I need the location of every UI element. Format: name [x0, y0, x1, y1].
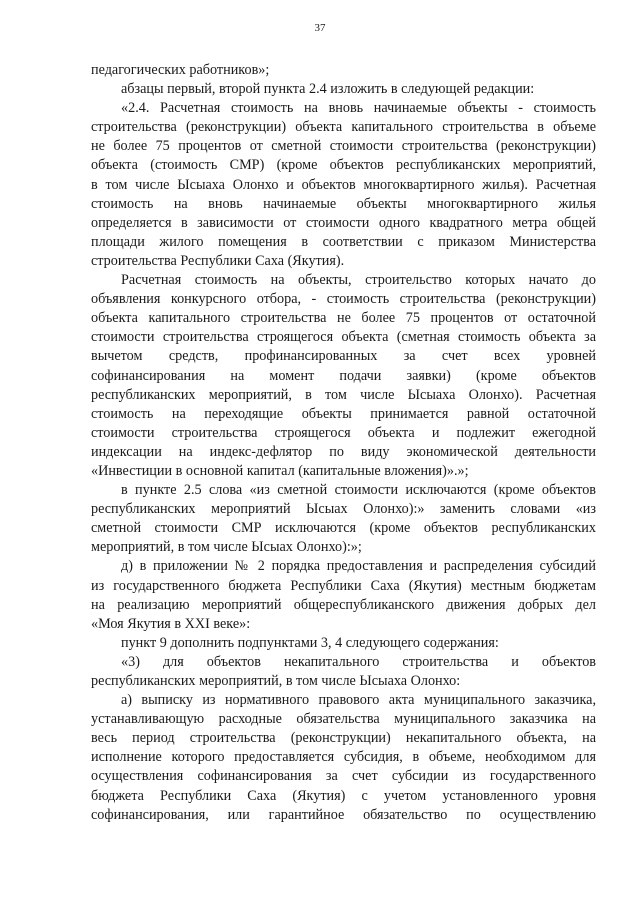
text-line: «Моя Якутия в XXI веке»: — [91, 615, 251, 632]
text-line: вычетом средств, профинансированных за счет всех уровней — [91, 348, 596, 365]
text-line: из государственного бюджета Республики Саха (Якутия) местным бюджетам — [91, 577, 596, 594]
text-line: площади жилого помещения в соответствии с приказом Министерства — [91, 233, 596, 250]
text-line: строительства (реконструкции) объекта капитального строительства в объеме — [91, 119, 596, 136]
text-line: республиканских мероприятий, в том числе Ысыаха Олонхо: — [91, 673, 461, 689]
text-line: абзацы первый, второй пункта 2.4 изложить в следующей редакции: — [121, 81, 535, 98]
text-line: стоимость на переходящие объекты принимается равной остаточной — [91, 405, 596, 422]
text-line: стоимость на вновь начинаемые объекты многоквартирного жилья — [91, 195, 596, 212]
text-line: на реализацию мероприятий общереспубликанского движения добрых дел — [91, 596, 596, 613]
text-line: мероприятий, в том числе Ысыах Олонхо):»; — [91, 539, 362, 556]
text-line: бюджета Республики Саха (Якутия) с учетом установленного уровня — [91, 787, 596, 804]
text-line: сметной стоимости СМР исключаются (кроме объектов республиканских — [91, 520, 596, 537]
text-line: осуществления софинансирования за счет субсидии из государственного — [91, 768, 596, 785]
text-line: «Инвестиции в основной капитал (капитальные вложения)».»; — [91, 462, 469, 479]
text-line: устанавливающую расходные обязательства муниципального заказчика на — [91, 711, 596, 728]
text-line: в том числе Ысыаха Олонхо и объектов многоквартирного жилья). Расчетная — [91, 176, 596, 193]
text-line: в пункте 2.5 слова «из сметной стоимости исключаются (кроме объектов — [121, 482, 596, 499]
text-line: индексации на индекс-дефлятор по виду экономической деятельности — [91, 443, 596, 460]
text-line: «3) для объектов некапитального строительства и объектов — [121, 653, 596, 670]
text-line: республиканских мероприятий Ысыах Олонхо):» заменить словами «из — [91, 501, 596, 518]
text-line: «2.4. Расчетная стоимость на вновь начинаемые объекты - стоимость — [121, 100, 596, 117]
text-line: педагогических работников»; — [91, 62, 270, 78]
text-line: исполнение которого предоставляется субсидия, в объеме, необходимом для — [91, 749, 596, 766]
text-line: д) в приложении № 2 порядка предоставления и распределения субсидий — [121, 558, 596, 575]
text-line: пункт 9 дополнить подпунктами 3, 4 следующего содержания: — [121, 634, 499, 651]
text-line: не более 75 процентов от сметной стоимости строительства (реконструкции) — [91, 138, 596, 155]
text-line: объекта капитального строительства не более 75 процентов от остаточной — [91, 310, 596, 327]
document-body — [91, 61, 596, 825]
text-line: объекта (стоимость СМР) (кроме объектов республиканских мероприятий, — [91, 157, 596, 174]
text-line: стоимости строительства строящегося объекта (сметная стоимость объекта за — [91, 329, 596, 346]
text-line: объявления конкурсного отбора, - стоимость строительства (реконструкции) — [91, 291, 596, 308]
text-line: Расчетная стоимость на объекты, строительство которых начато до — [121, 272, 596, 289]
text-line: республиканских мероприятий, в том числе Ысыаха Олонхо). Расчетная — [91, 386, 596, 403]
text-line: определяется в зависимости от стоимости одного квадратного метра общей — [91, 214, 596, 231]
text-line: софинансирования, или гарантийное обязательство по осуществлению — [91, 806, 596, 823]
text-line: стоимости строительства строящегося объекта и подлежит ежегодной — [91, 424, 596, 441]
text-line: строительства Республики Саха (Якутия). — [91, 252, 345, 269]
text-line: а) выписку из нормативного правового акта муниципального заказчика, — [121, 692, 596, 709]
text-line: софинансирования на момент подачи заявки) (кроме объектов — [91, 367, 596, 384]
text-line: весь период строительства (реконструкции) некапитального объекта, на — [91, 730, 596, 747]
page-number: 37 — [314, 22, 326, 34]
